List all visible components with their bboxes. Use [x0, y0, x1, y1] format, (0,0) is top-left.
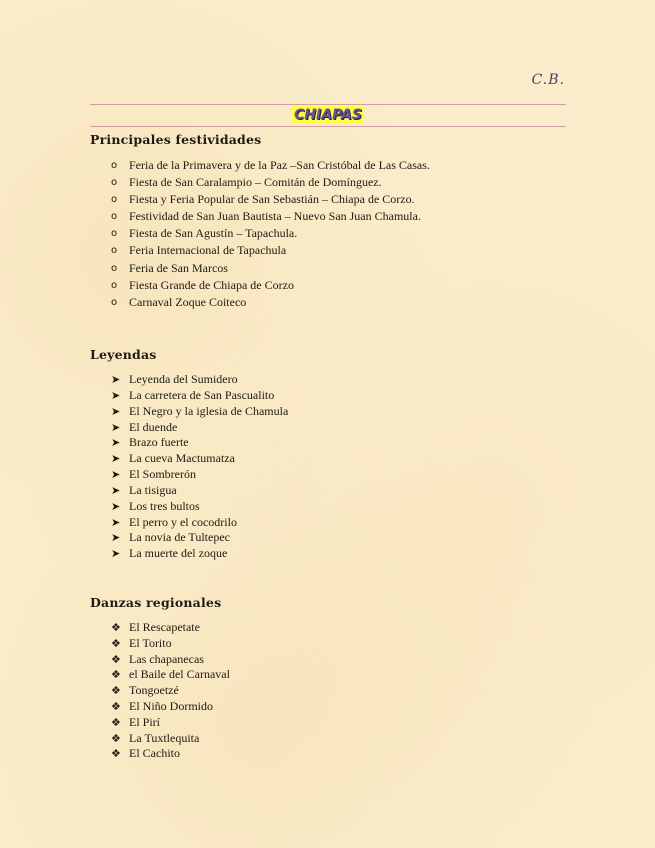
list-item [0, 683, 230, 699]
list-item [0, 699, 230, 715]
list-item-text: Festividad de San Juan Bautista – Nuevo San Juan Chamula. [129, 209, 421, 224]
bullet-icon: ❖ [111, 715, 121, 729]
list-item [0, 191, 430, 208]
bullet-icon: ❖ [111, 684, 121, 698]
list-item [0, 157, 430, 174]
bullet-icon: o [111, 296, 118, 308]
bullet-icon: ➤ [111, 388, 121, 402]
bullet-icon: ➤ [111, 483, 121, 497]
list-item-text: La muerte del zoque [129, 546, 228, 561]
list-item-text: Los tres bultos [129, 498, 200, 513]
bullet-icon: ❖ [111, 699, 121, 713]
list-item [0, 404, 288, 420]
list-item-text: El Pirí [129, 714, 161, 729]
bullet-icon: o [111, 245, 118, 257]
list-item [0, 451, 288, 467]
list-item-text: La novia de Tultepec [129, 530, 230, 545]
list-item-text: Fiesta de San Agustín – Tapachula. [129, 226, 298, 241]
list-item [0, 260, 430, 277]
list-item-text: Brazo fuerte [129, 435, 189, 450]
bullet-icon: o [111, 160, 118, 171]
list-item-text: El Cachito [129, 746, 180, 761]
list-item-text: el Baile del Carnaval [129, 667, 230, 682]
list-item [0, 620, 230, 636]
bullet-icon: o [111, 194, 118, 206]
list-item [0, 294, 430, 311]
list-item-text: Tongoetzé [129, 683, 179, 698]
bullet-icon: o [111, 177, 118, 189]
list-item [0, 372, 288, 388]
list-item [0, 530, 288, 546]
bullet-icon: ➤ [111, 420, 121, 434]
bullet-icon: ➤ [111, 436, 121, 450]
bullet-icon: o [111, 279, 118, 291]
list-item-text: La carretera de San Pascualito [129, 387, 275, 402]
list-item-text: El Niño Dormido [129, 698, 213, 713]
list-item-text: La tisigua [129, 482, 177, 497]
list-item [0, 388, 288, 404]
bullet-icon: ➤ [111, 499, 121, 513]
list-item-text: El Rescapetate [129, 620, 200, 634]
list-item [0, 225, 430, 242]
bullet-icon: ➤ [111, 404, 121, 418]
list-item [0, 467, 288, 483]
title-bar [90, 106, 566, 124]
list-item [0, 636, 230, 652]
list-item-text: Fiesta Grande de Chiapa de Corzo [129, 277, 294, 292]
list-item-text: Feria de San Marcos [129, 260, 228, 275]
list-item-text: La Tuxtlequita [129, 730, 200, 745]
list-item [0, 515, 288, 531]
page-title: CHIAPAS [294, 107, 362, 123]
list-item [0, 420, 288, 436]
list-item [0, 174, 430, 191]
heading-danzas: Danzas regionales [90, 595, 222, 610]
bullet-icon: ➤ [111, 547, 121, 561]
bullet-icon: ➤ [111, 373, 121, 386]
festividades-list [0, 157, 430, 311]
list-item-text: Carnaval Zoque Coiteco [129, 294, 247, 309]
bullet-icon: ❖ [111, 668, 121, 682]
list-item-text: Feria Internacional de Tapachula [129, 243, 287, 258]
list-item [0, 731, 230, 747]
bullet-icon: o [111, 228, 118, 240]
list-item [0, 483, 288, 499]
list-item-text: Leyenda del Sumidero [129, 372, 238, 386]
list-item [0, 435, 288, 451]
list-item [0, 277, 430, 294]
list-item [0, 242, 430, 259]
list-item-text: El perro y el cocodrilo [129, 514, 237, 529]
list-item-text: Feria de la Primavera y de la Paz –San Cristóbal de Las Casas. [129, 158, 430, 172]
list-item-text: Las chapanecas [129, 651, 204, 666]
title-top-rule [90, 104, 566, 105]
title-bottom-rule [90, 126, 566, 127]
bullet-icon: ❖ [111, 621, 121, 634]
list-item [0, 546, 288, 562]
danzas-list [0, 620, 230, 762]
list-item-text: Fiesta de San Caralampio – Comitán de Domínguez. [129, 175, 382, 190]
bullet-icon: ➤ [111, 452, 121, 466]
bullet-icon: o [111, 211, 118, 223]
heading-festividades: Principales festividades [90, 132, 262, 147]
list-item [0, 715, 230, 731]
leyendas-list [0, 372, 288, 562]
list-item [0, 746, 230, 762]
list-item [0, 652, 230, 668]
heading-leyendas: Leyendas [90, 347, 157, 362]
list-item-text: El Negro y la iglesia de Chamula [129, 403, 289, 418]
list-item-text: El Torito [129, 635, 172, 650]
author-initials: C.B. [531, 72, 565, 88]
list-item [0, 499, 288, 515]
list-item-text: El duende [129, 419, 178, 434]
bullet-icon: ❖ [111, 652, 121, 666]
bullet-icon: ➤ [111, 468, 121, 482]
list-item-text: La cueva Mactumatza [129, 451, 235, 466]
list-item [0, 208, 430, 225]
bullet-icon: ➤ [111, 515, 121, 529]
bullet-icon: ❖ [111, 731, 121, 745]
bullet-icon: o [111, 262, 118, 274]
list-item-text: El Sombrerón [129, 467, 196, 482]
bullet-icon: ❖ [111, 747, 121, 761]
bullet-icon: ❖ [111, 636, 121, 650]
list-item [0, 667, 230, 683]
bullet-icon: ➤ [111, 531, 121, 545]
list-item-text: Fiesta y Feria Popular de San Sebastián – Chiapa de Corzo. [129, 192, 415, 207]
